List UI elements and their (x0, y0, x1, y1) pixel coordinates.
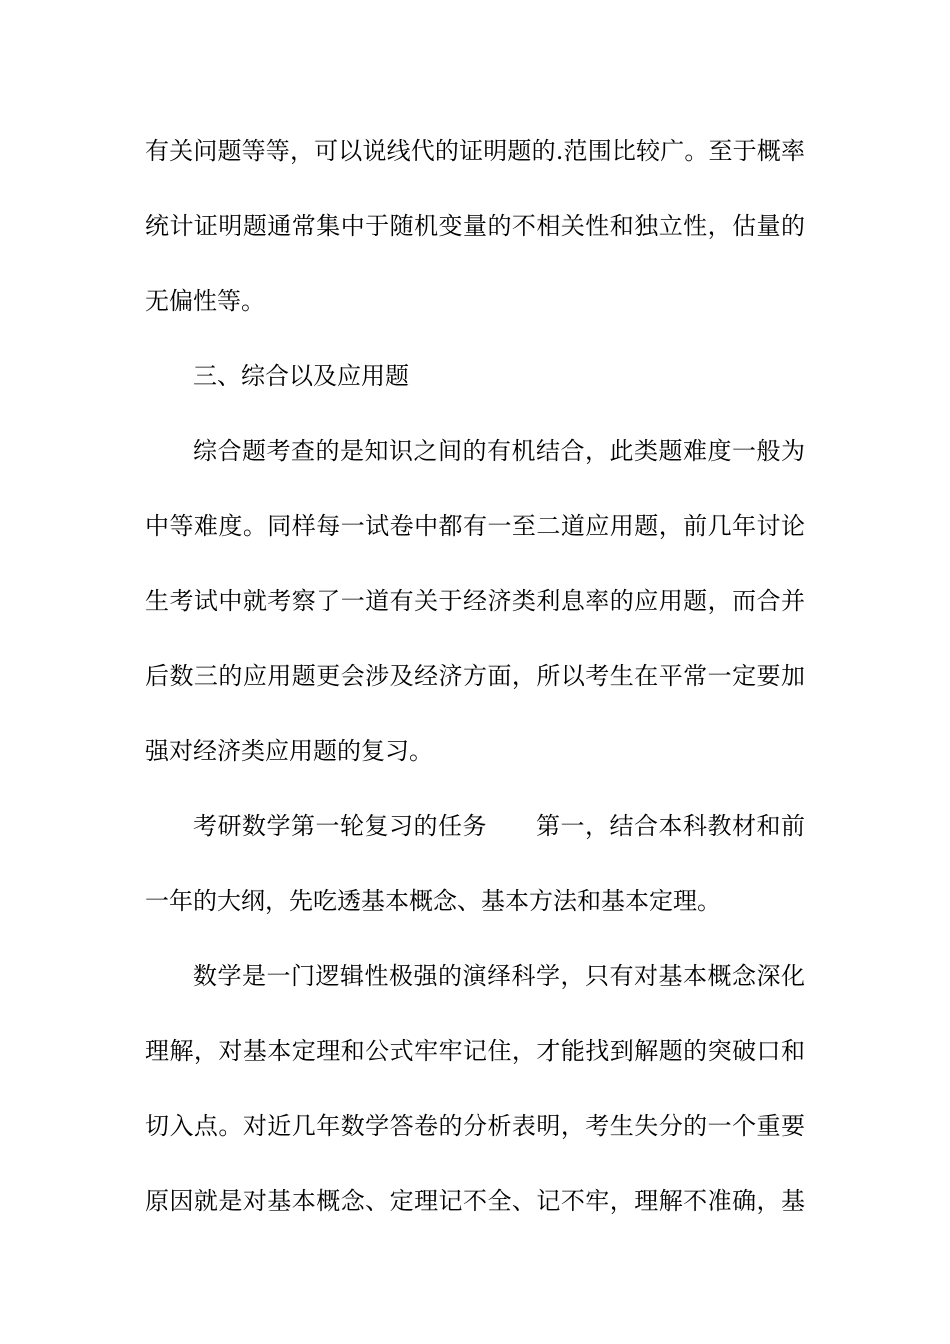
text-line-13: 理解，对基本定理和公式牢牢记住，才能找到解题的突破口和 (145, 1037, 805, 1065)
text-line-11: 一年的大纲，先吃透基本概念、基本方法和基本定理。 (145, 887, 721, 915)
text-line-12: 数学是一门逻辑性极强的演绎科学，只有对基本概念深化 (193, 962, 805, 990)
text-line-6: 中等难度。同样每一试卷中都有一至二道应用题，前几年讨论 (145, 512, 805, 540)
text-line-5: 综合题考查的是知识之间的有机结合，此类题难度一般为 (193, 437, 805, 465)
text-line-3: 无偏性等。 (145, 287, 265, 315)
text-line-14: 切入点。对近几年数学答卷的分析表明，考生失分的一个重要 (145, 1112, 805, 1140)
text-line-10: 考研数学第一轮复习的任务 第一，结合本科教材和前 (193, 812, 805, 840)
text-line-15: 原因就是对基本概念、定理记不全、记不牢，理解不准确，基 (145, 1187, 805, 1215)
text-line-8: 后数三的应用题更会涉及经济方面，所以考生在平常一定要加 (145, 662, 805, 690)
text-line-2: 统计证明题通常集中于随机变量的不相关性和独立性，估量的 (145, 212, 805, 240)
text-line-1: 有关问题等等，可以说线代的证明题的.范围比较广。至于概率 (145, 137, 805, 165)
text-line-9: 强对经济类应用题的复习。 (145, 737, 433, 765)
section-heading: 三、综合以及应用题 (193, 362, 409, 390)
text-line-7: 生考试中就考察了一道有关于经济类利息率的应用题，而合并 (145, 587, 805, 615)
